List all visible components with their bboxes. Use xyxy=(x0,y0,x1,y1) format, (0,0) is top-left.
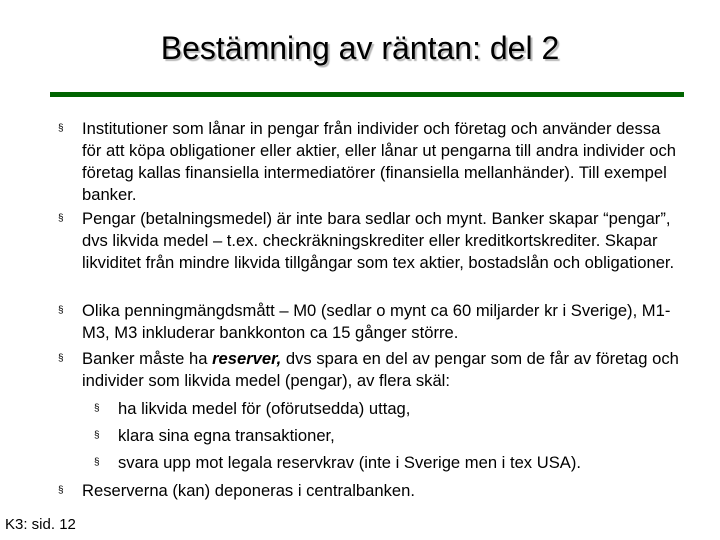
title-divider xyxy=(50,92,684,97)
sub-bullet-item xyxy=(94,398,678,420)
bullet-text-start: Banker måste ha xyxy=(82,349,213,368)
bullet-icon: § xyxy=(58,305,64,316)
bullet-text: Pengar (betalningsmedel) är inte bara sedlar och mynt. Banker skapar “pengar”, dvs likvida medel – t.ex. checkräkningskrediter eller kreditkortskrediter. Skapar likviditet från mindre likvida tillgångar som tex aktier, bostadslån och obligationer. xyxy=(82,209,675,272)
bullet-icon: § xyxy=(58,123,64,134)
bullet-text: svara upp mot legala reservkrav (inte i Sverige men i tex USA). xyxy=(118,453,581,472)
bullet-icon: § xyxy=(58,485,64,496)
bullet-icon: § xyxy=(94,457,100,468)
slide-title: Bestämning av räntan: del 2 xyxy=(160,30,560,66)
bullet-text: ha likvida medel för (oförutsedda) uttag, xyxy=(118,399,411,418)
page-reference: K3: sid. 12 xyxy=(5,516,76,533)
bullet-icon: § xyxy=(94,403,100,414)
bullet-emphasis: reserver, xyxy=(212,349,282,368)
bullet-text: Olika penningmängdsmått – M0 (sedlar o mynt ca 60 miljarder kr i Sverige), M1-M3, M3 inkluderar bankkonton ca 15 gånger större. xyxy=(82,301,671,342)
bullet-item xyxy=(58,118,682,206)
bullet-text: Institutioner som lånar in pengar från individer och företag och använder dessa för att köpa obligationer eller aktier, eller lånar ut pengarna till andra individer och företag kallas finansiella intermediatörer (finansiella mellanhänder). Till exempel banker. xyxy=(82,119,677,204)
bullet-text-end: dvs spara en del av pengar som de får av företag och individer som likvida medel (pengar), av flera skäl: xyxy=(82,349,679,390)
bullet-icon: § xyxy=(58,353,64,364)
bullet-item xyxy=(58,348,682,392)
sub-bullet-item xyxy=(94,425,678,447)
bullet-icon: § xyxy=(94,430,100,441)
bullet-item xyxy=(58,480,682,502)
bullet-item xyxy=(58,300,682,344)
bullet-text: klara sina egna transaktioner, xyxy=(118,426,335,445)
sub-bullet-item xyxy=(94,452,678,474)
bullet-text: Reserverna (kan) deponeras i centralbanken. xyxy=(82,481,415,500)
bullet-item xyxy=(58,208,682,274)
bullet-icon: § xyxy=(58,213,64,224)
